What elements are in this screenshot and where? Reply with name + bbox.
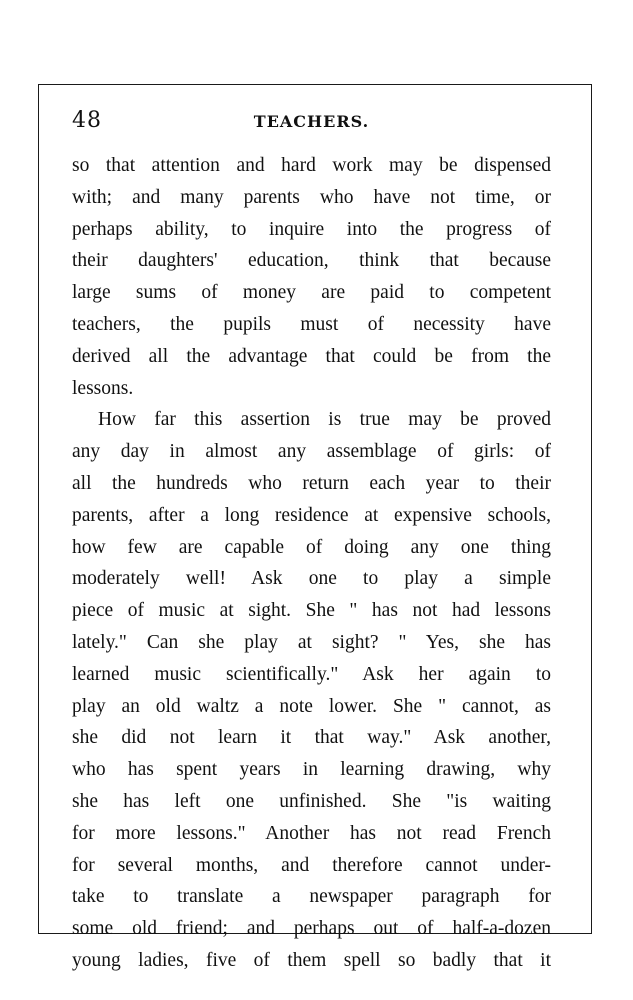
text-line: young ladies, five of them spell so badly that it <box>72 949 551 971</box>
text-line: so that attention and hard work may be dispensed <box>72 155 551 176</box>
text-line: all the hundreds who return each year to their <box>72 472 551 494</box>
text-line: perhaps ability, to inquire into the progress of <box>72 218 551 240</box>
text-line: with; and many parents who have not time, or <box>72 186 551 208</box>
text-line: large sums of money are paid to competent <box>72 282 551 304</box>
text-line: teachers, the pupils must of necessity have <box>72 313 551 335</box>
text-line: their daughters' education, think that because <box>72 250 551 272</box>
text-line: how few are capable of doing any one thing <box>72 536 551 558</box>
text-line: any day in almost any assemblage of girls: of <box>72 441 551 463</box>
text-line: piece of music at sight. She " has not had lessons <box>72 600 551 622</box>
text-line: she has left one unfinished. She "is waiting <box>72 790 551 812</box>
text-line: who has spent years in learning drawing, why <box>72 759 551 781</box>
text-line: some old friend; and perhaps out of half-a-dozen <box>72 918 551 940</box>
page-number: 48 <box>72 108 102 133</box>
page-header <box>72 108 551 138</box>
text-line: she did not learn it that way." Ask another, <box>72 727 551 749</box>
text-line: lately." Can she play at sight? " Yes, she has <box>72 631 551 653</box>
text-line: parents, after a long residence at expensive schools, <box>72 504 551 526</box>
text-line: learned music scientifically." Ask her again to <box>72 663 551 685</box>
text-line: How far this assertion is true may be proved <box>98 409 551 431</box>
text-line: derived all the advantage that could be from the <box>72 345 551 367</box>
text-line: play an old waltz a note lower. She " cannot, as <box>72 695 551 717</box>
text-line: lessons. <box>72 377 134 399</box>
body-text <box>72 150 551 977</box>
text-line: for several months, and therefore cannot under- <box>72 854 551 876</box>
text-line: take to translate a newspaper paragraph for <box>72 886 551 908</box>
text-line: moderately well! Ask one to play a simple <box>72 568 551 590</box>
running-head: TEACHERS. <box>253 112 370 131</box>
text-line: for more lessons." Another has not read French <box>72 822 551 844</box>
